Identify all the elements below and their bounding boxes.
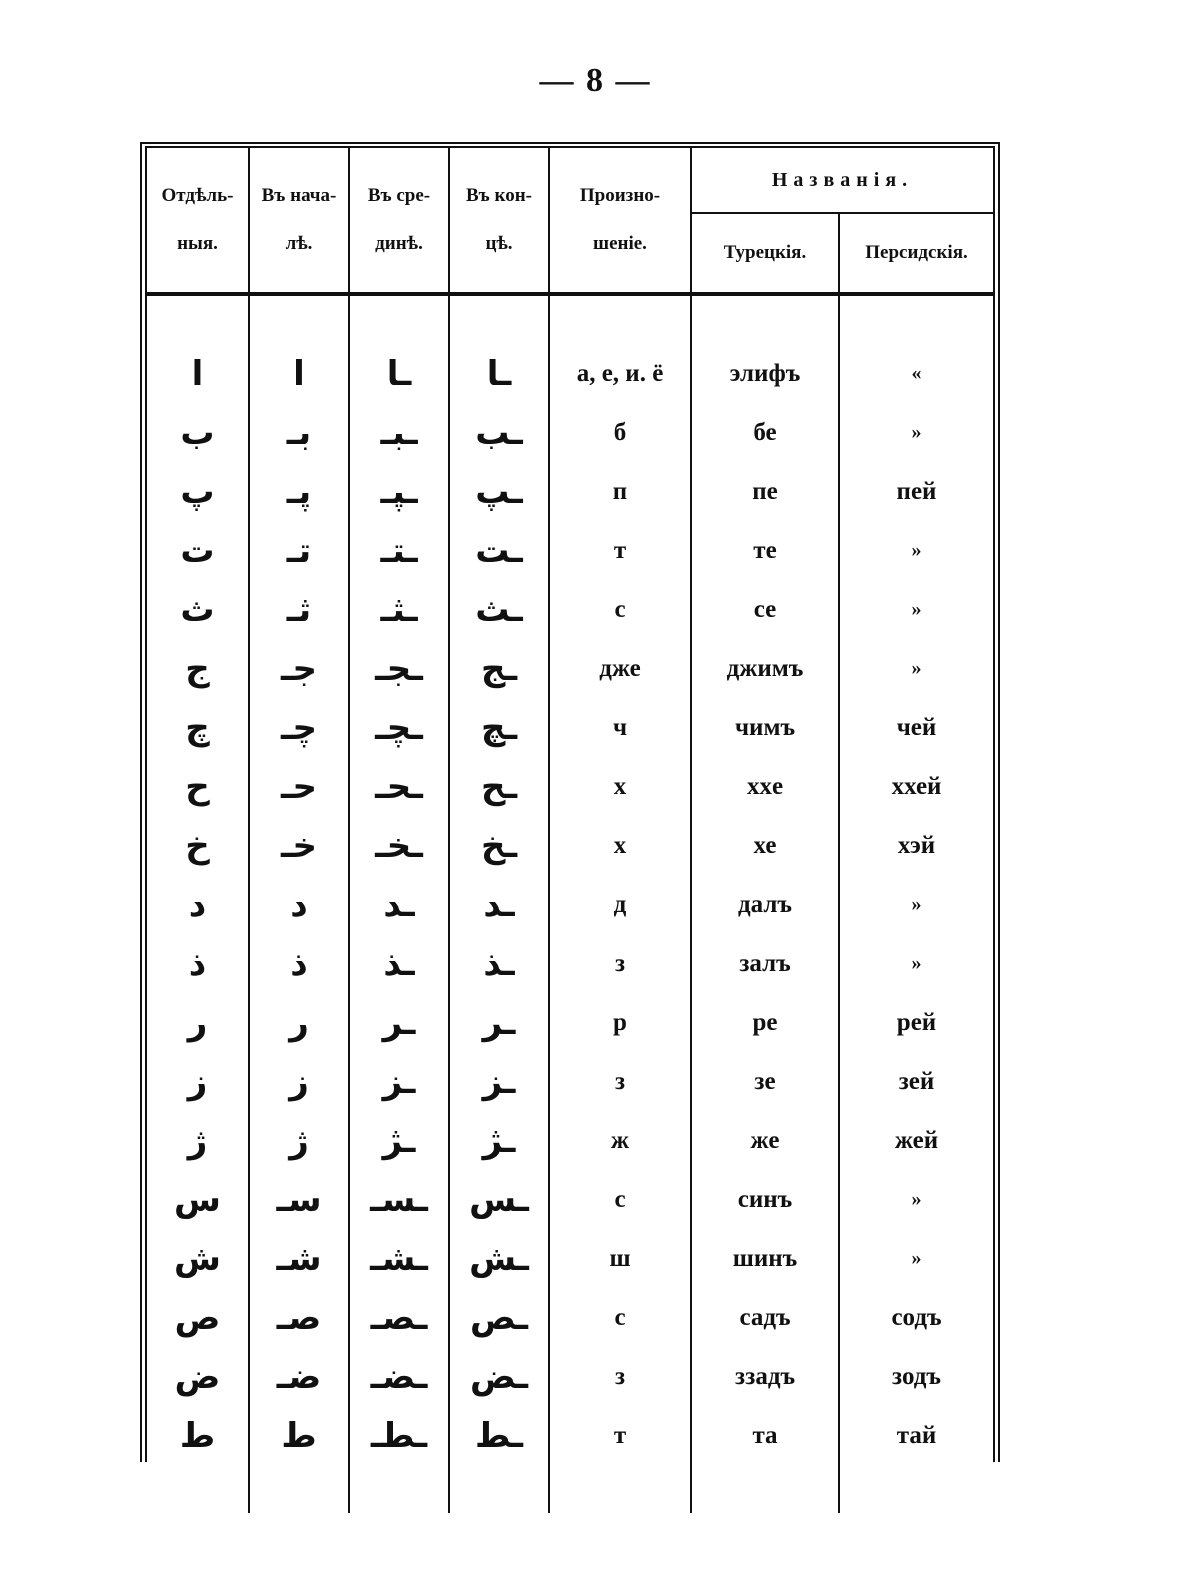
table-row [147, 698, 993, 757]
cell-separate: ص [147, 1288, 249, 1347]
cell-pronunciation: п [549, 462, 691, 521]
filler-cell [691, 1465, 839, 1513]
cell-initial: جـ [249, 639, 349, 698]
cell-final: ـخ [449, 816, 549, 875]
header-medial: Въ сре- динѣ. [349, 148, 449, 294]
cell-medial: ـذ [349, 934, 449, 993]
cell-final: ـب [449, 403, 549, 462]
header-persian: Персидскія. [839, 213, 993, 294]
table-row [147, 1347, 993, 1406]
table-row [147, 816, 993, 875]
cell-pronunciation: ш [549, 1229, 691, 1288]
filler-cell [839, 1465, 993, 1513]
cell-pronunciation: х [549, 816, 691, 875]
table-body [147, 294, 993, 1513]
cell-final: ـژ [449, 1111, 549, 1170]
cell-persian: » [911, 421, 922, 443]
table-row [147, 294, 993, 403]
cell-pronunciation: с [549, 1170, 691, 1229]
cell-medial: ـچـ [349, 698, 449, 757]
cell-final: ـس [449, 1170, 549, 1229]
filler-cell [147, 1465, 249, 1513]
cell-pronunciation: б [549, 403, 691, 462]
cell-turkish: бе [691, 403, 839, 462]
cell-persian: » [911, 657, 922, 679]
cell-pronunciation: з [549, 934, 691, 993]
cell-initial: پـ [249, 462, 349, 521]
cell-initial: ر [249, 993, 349, 1052]
cell-turkish: чимъ [691, 698, 839, 757]
cell-persian: « [911, 362, 922, 384]
cell-final: ـص [449, 1288, 549, 1347]
cell-turkish: хе [691, 816, 839, 875]
cell-persian: чей [896, 713, 937, 741]
cell-initial: ط [249, 1406, 349, 1465]
filler-cell [549, 1465, 691, 1513]
cell-final: ـح [449, 757, 549, 816]
cell-persian: » [911, 893, 922, 915]
table-row [147, 1052, 993, 1111]
cell-final: ـط [449, 1406, 549, 1465]
cell-initial: ذ [249, 934, 349, 993]
header-final: Въ кон- цѣ. [449, 148, 549, 294]
cell-initial: سـ [249, 1170, 349, 1229]
cell-pronunciation: а, е, и. ё [549, 294, 691, 403]
cell-turkish: элифъ [691, 294, 839, 403]
table-row [147, 1170, 993, 1229]
cell-turkish: шинъ [691, 1229, 839, 1288]
header-separate: Отдѣль- ныя. [147, 148, 249, 294]
cell-final: ـش [449, 1229, 549, 1288]
cell-medial: ـشـ [349, 1229, 449, 1288]
cell-turkish: синъ [691, 1170, 839, 1229]
cell-initial: چـ [249, 698, 349, 757]
cell-medial: ـحـ [349, 757, 449, 816]
cell-initial: حـ [249, 757, 349, 816]
cell-medial: ـثـ [349, 580, 449, 639]
table-row [147, 1111, 993, 1170]
cell-persian: ххей [891, 772, 942, 800]
cell-separate: ح [147, 757, 249, 816]
cell-separate: ا [147, 294, 249, 403]
cell-final: ـت [449, 521, 549, 580]
cell-initial: خـ [249, 816, 349, 875]
cell-turkish: садъ [691, 1288, 839, 1347]
cell-separate: ض [147, 1347, 249, 1406]
cell-separate: ش [147, 1229, 249, 1288]
table-row [147, 934, 993, 993]
table-row [147, 1229, 993, 1288]
cell-separate: ب [147, 403, 249, 462]
alphabet-table [147, 148, 993, 1513]
cell-pronunciation: дже [549, 639, 691, 698]
cell-turkish: далъ [691, 875, 839, 934]
cell-pronunciation: з [549, 1347, 691, 1406]
cell-turkish: ре [691, 993, 839, 1052]
cell-turkish: залъ [691, 934, 839, 993]
header-initial: Въ нача- лѣ. [249, 148, 349, 294]
cell-persian: » [911, 1188, 922, 1210]
cell-final: ـذ [449, 934, 549, 993]
cell-turkish: же [691, 1111, 839, 1170]
cell-pronunciation: т [549, 1406, 691, 1465]
cell-pronunciation: ж [549, 1111, 691, 1170]
cell-final: ـد [449, 875, 549, 934]
cell-persian: жей [894, 1126, 939, 1154]
cell-persian: рей [896, 1008, 937, 1036]
cell-separate: ر [147, 993, 249, 1052]
cell-turkish: зе [691, 1052, 839, 1111]
cell-medial: ـبـ [349, 403, 449, 462]
cell-persian: содъ [891, 1303, 942, 1331]
cell-initial: ا [249, 294, 349, 403]
cell-initial: ضـ [249, 1347, 349, 1406]
cell-final: ـر [449, 993, 549, 1052]
cell-medial: ـضـ [349, 1347, 449, 1406]
cell-turkish: се [691, 580, 839, 639]
cell-medial: ـصـ [349, 1288, 449, 1347]
cell-persian: » [911, 539, 922, 561]
cell-pronunciation: с [549, 580, 691, 639]
filler-cell [349, 1465, 449, 1513]
cell-separate: ث [147, 580, 249, 639]
cell-turkish: джимъ [691, 639, 839, 698]
cell-persian: тай [896, 1421, 937, 1449]
table-row [147, 1288, 993, 1347]
table-row [147, 1406, 993, 1465]
cell-turkish: те [691, 521, 839, 580]
cell-persian: » [911, 1247, 922, 1269]
cell-final: ـض [449, 1347, 549, 1406]
cell-separate: خ [147, 816, 249, 875]
cell-turkish: пе [691, 462, 839, 521]
table-row [147, 993, 993, 1052]
cell-medial: ـد [349, 875, 449, 934]
cell-turkish: та [691, 1406, 839, 1465]
header-turkish: Турецкія. [691, 213, 839, 294]
cell-initial: تـ [249, 521, 349, 580]
table-row [147, 757, 993, 816]
cell-final: ـچ [449, 698, 549, 757]
filler-cell [249, 1465, 349, 1513]
table-row [147, 639, 993, 698]
cell-final: ـز [449, 1052, 549, 1111]
cell-medial: ـژ [349, 1111, 449, 1170]
cell-separate: ت [147, 521, 249, 580]
cell-initial: ژ [249, 1111, 349, 1170]
header-pronunciation: Произно- шеніе. [549, 148, 691, 294]
cell-persian: » [911, 598, 922, 620]
cell-pronunciation: д [549, 875, 691, 934]
table-row [147, 580, 993, 639]
page-number: — 8 — [539, 62, 652, 99]
cell-separate: پ [147, 462, 249, 521]
cell-final: ـا [449, 294, 549, 403]
table-filler-row [147, 1465, 993, 1513]
cell-pronunciation: х [549, 757, 691, 816]
cell-pronunciation: з [549, 1052, 691, 1111]
cell-persian: » [911, 952, 922, 974]
cell-pronunciation: т [549, 521, 691, 580]
cell-initial: د [249, 875, 349, 934]
cell-persian: зодъ [892, 1362, 941, 1390]
cell-turkish: ззадъ [691, 1347, 839, 1406]
cell-medial: ـطـ [349, 1406, 449, 1465]
cell-initial: صـ [249, 1288, 349, 1347]
cell-separate: ج [147, 639, 249, 698]
cell-separate: د [147, 875, 249, 934]
cell-separate: ط [147, 1406, 249, 1465]
cell-medial: ـجـ [349, 639, 449, 698]
table-row [147, 403, 993, 462]
cell-persian: зей [898, 1067, 935, 1095]
cell-final: ـث [449, 580, 549, 639]
cell-separate: چ [147, 698, 249, 757]
cell-persian: пей [896, 477, 937, 505]
cell-final: ـپ [449, 462, 549, 521]
cell-separate: ذ [147, 934, 249, 993]
cell-final: ـج [449, 639, 549, 698]
cell-initial: ز [249, 1052, 349, 1111]
cell-initial: ثـ [249, 580, 349, 639]
cell-initial: بـ [249, 403, 349, 462]
cell-turkish: хxе [691, 757, 839, 816]
cell-medial: ـسـ [349, 1170, 449, 1229]
header-names: Названія. [691, 148, 993, 213]
cell-pronunciation: с [549, 1288, 691, 1347]
table-row [147, 521, 993, 580]
cell-pronunciation: р [549, 993, 691, 1052]
cell-pronunciation: ч [549, 698, 691, 757]
cell-medial: ـپـ [349, 462, 449, 521]
cell-medial: ـر [349, 993, 449, 1052]
cell-medial: ـخـ [349, 816, 449, 875]
filler-cell [449, 1465, 549, 1513]
cell-medial: ـتـ [349, 521, 449, 580]
cell-initial: شـ [249, 1229, 349, 1288]
cell-persian: хэй [897, 831, 936, 859]
cell-medial: ـز [349, 1052, 449, 1111]
cell-separate: ز [147, 1052, 249, 1111]
cell-separate: س [147, 1170, 249, 1229]
table-row [147, 875, 993, 934]
cell-medial: ـا [349, 294, 449, 403]
table-row [147, 462, 993, 521]
cell-separate: ژ [147, 1111, 249, 1170]
